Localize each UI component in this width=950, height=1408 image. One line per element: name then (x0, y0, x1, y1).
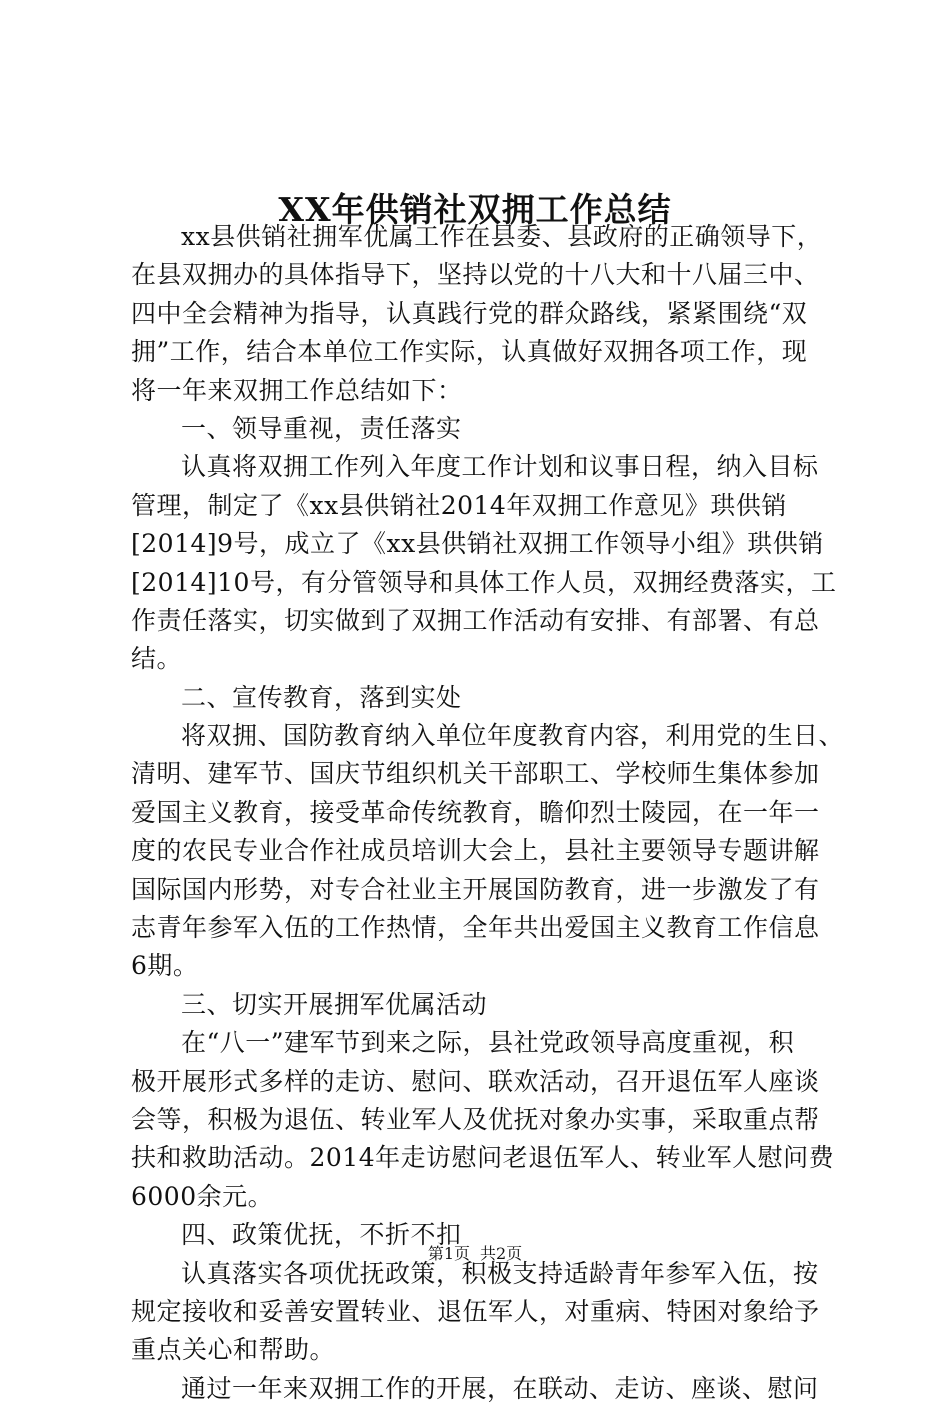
text-line: 重点关心和帮助。 (131, 1335, 336, 1365)
text-line: 作责任落实，切实做到了双拥工作活动有安排、有部署、有总 (131, 605, 820, 635)
text-line: 会等，积极为退伍、转业军人及优抚对象办实事，采取重点帮 (131, 1104, 820, 1134)
text-line: 度的农民专业合作社成员培训大会上，县社主要领导专题讲解 (131, 836, 820, 866)
text-line: 在“八一”建军节到来之际，县社党政领导高度重视，积 (181, 1028, 795, 1058)
document-body (131, 218, 845, 1408)
text-line: 规定接收和妥善安置转业、退伍军人，对重病、特困对象给予 (131, 1296, 820, 1326)
text-line: 将一年来双拥工作总结如下： (131, 375, 463, 405)
text-line: xx县供销社拥军优属工作在县委、县政府的正确领导下， (181, 222, 823, 251)
text-line: 管理，制定了《xx县供销社2014年双拥工作意见》珙供销 (131, 490, 787, 520)
page-number: 第1页 (427, 1244, 470, 1263)
text-line: 通过一年来双拥工作的开展，在联动、走访、座谈、慰问 (181, 1373, 819, 1403)
section-heading: 一、领导重视，责任落实 (181, 413, 462, 443)
text-line: [2014]10号，有分管领导和具体工作人员，双拥经费落实，工 (131, 567, 837, 597)
text-line: 国际国内形势，对专合社业主开展国防教育，进一步激发了有 (131, 874, 820, 904)
text-line: 四中全会精神为指导，认真践行党的群众路线，紧紧围绕“双 (131, 298, 808, 328)
text-line: [2014]9号，成立了《xx县供销社双拥工作领导小组》珙供销 (131, 529, 824, 559)
text-line: 在县双拥办的具体指导下，坚持以党的十八大和十八届三中、 (131, 260, 820, 290)
page-total: 共2页 (480, 1244, 523, 1263)
text-line: 结。 (131, 644, 183, 674)
text-line: 认真落实各项优抚政策，积极支持适龄青年参军入伍，按 (181, 1258, 819, 1288)
text-line: 志青年参军入伍的工作热情，全年共出爱国主义教育工作信息 (131, 913, 820, 943)
text-line: 6期。 (131, 951, 199, 981)
text-line: 清明、建军节、国庆节组织机关干部职工、学校师生集体参加 (131, 759, 820, 789)
section-heading: 四、政策优抚，不折不扣 (181, 1220, 462, 1250)
section-heading: 二、宣传教育，落到实处 (181, 682, 462, 712)
page-footer (0, 1242, 950, 1266)
section-heading: 三、切实开展拥军优属活动 (181, 989, 488, 1019)
text-line: 将双拥、国防教育纳入单位年度教育内容，利用党的生日、 (181, 721, 845, 751)
text-line: 爱国主义教育，接受革命传统教育，瞻仰烈士陵园，在一年一 (131, 797, 820, 827)
text-line: 扶和救助活动。2014年走访慰问老退伍军人、转业军人慰问费 (131, 1143, 835, 1173)
text-line: 拥”工作，结合本单位工作实际，认真做好双拥各项工作，现 (131, 337, 808, 367)
text-line: 认真将双拥工作列入年度工作计划和议事日程，纳入目标 (181, 452, 819, 482)
text-line: 极开展形式多样的走访、慰问、联欢活动，召开退伍军人座谈 (131, 1066, 820, 1096)
text-line: 6000余元。 (131, 1181, 274, 1211)
document-title: XX年供销社双拥工作总结 (278, 190, 672, 229)
